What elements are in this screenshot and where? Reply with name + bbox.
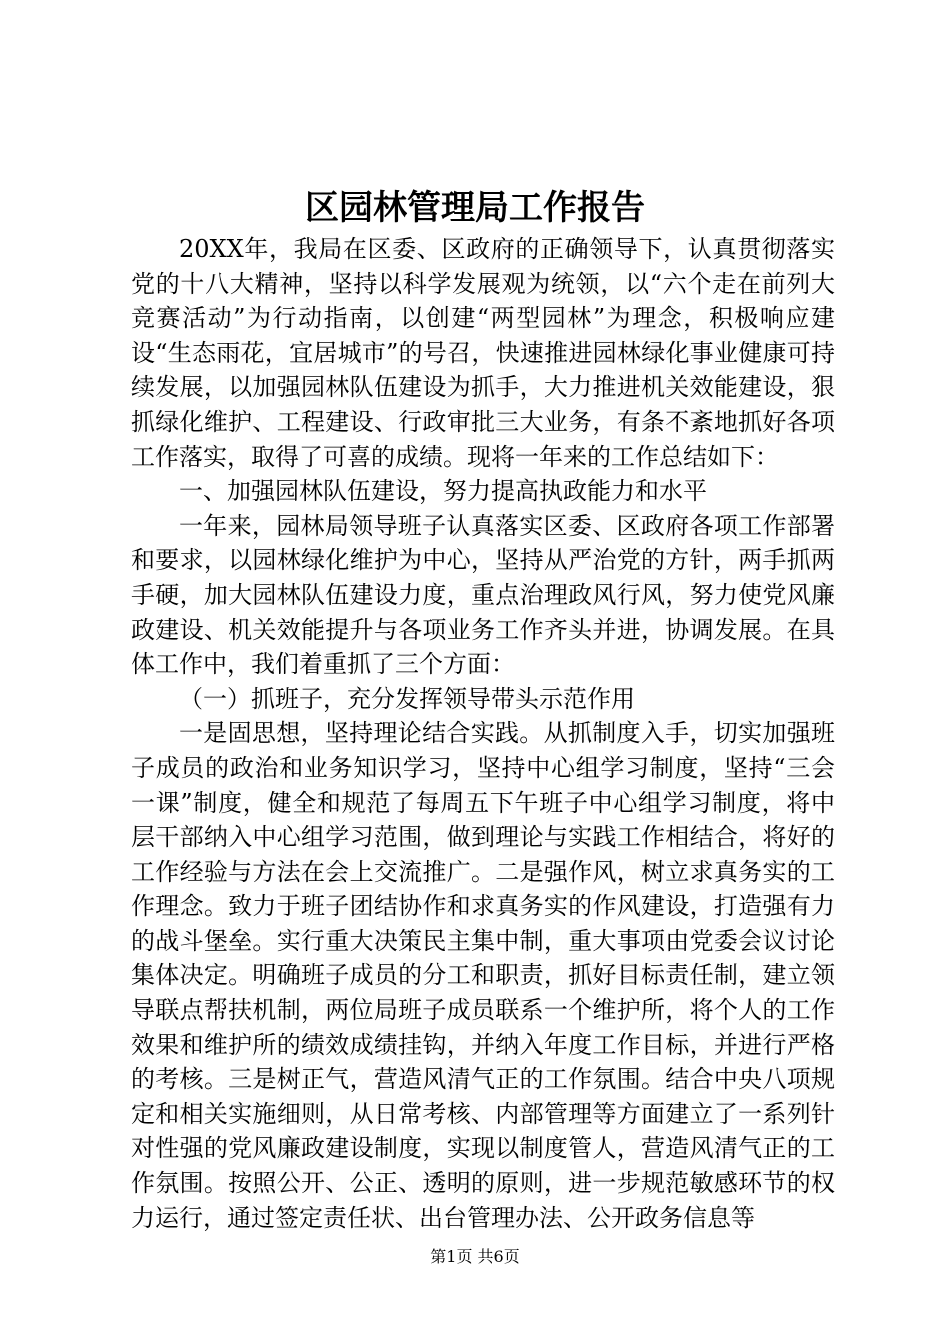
document-title: 区园林管理局工作报告	[305, 188, 645, 228]
document-body	[131, 232, 835, 1235]
page-footer: 第1页 共6页	[430, 1247, 520, 1266]
paragraph-subsection-1: 一是固思想，坚持理论结合实践。从抓制度入手，切实加强班子成员的政治和业务知识学习，坚持中心组学习制度，坚持“三会一课”制度，健全和规范了每周五下午班子中心组学习制度，将中层干部纳入中心组学习范围，做到理论与实践工作相结合，将好的工作经验与方法在会上交流推广。二是强作风，树立求真务实的工作理念。致力于班子团结协作和求真务实的作风建设，打造强有力的战斗堡垒。实行重大决策民主集中制，重大事项由党委会议讨论集体决定。明确班子成员的分工和职责，抓好目标责任制，建立领导联点帮扶机制，两位局班子成员联系一个维护所，将个人的工作效果和维护所的绩效成绩挂钩，并纳入年度工作目标，并进行严格的考核。三是树正气，营造风清气正的工作氛围。结合中央八项规定和相关实施细则，从日常考核、内部管理等方面建立了一系列针对性强的党风廉政建设制度，实现以制度管人，营造风清气正的工作氛围。按照公开、公正、透明的原则，进一步规范敏感环节的权力运行，通过签定责任状、出台管理办法、公开政务信息等	[131, 719, 835, 1232]
subsection-heading-1: （一）抓班子，充分发挥领导带头示范作用	[179, 684, 635, 713]
section-heading-1: 一、加强园林队伍建设，努力提高执政能力和水平	[179, 477, 707, 506]
paragraph-section-1: 一年来，园林局领导班子认真落实区委、区政府各项工作部署和要求，以园林绿化维护为中心，坚持从严治党的方针，两手抓两手硬，加大园林队伍建设力度，重点治理政风行风，努力使党风廉政建设、机关效能提升与各项业务工作齐头并进，协调发展。在具体工作中，我们着重抓了三个方面：	[131, 511, 835, 679]
paragraph-intro: 20XX年，我局在区委、区政府的正确领导下，认真贯彻落实党的十八大精神，坚持以科学发展观为统领，以“六个走在前列大竞赛活动”为行动指南，以创建“两型园林”为理念，积极响应建设“生态雨花，宜居城市”的号召，快速推进园林绿化事业健康可持续发展，以加强园林队伍建设为抓手，大力推进机关效能建设，狠抓绿化维护、工程建设、行政审批三大业务，有条不紊地抓好各项工作落实，取得了可喜的成绩。现将一年来的工作总结如下：	[131, 235, 835, 471]
